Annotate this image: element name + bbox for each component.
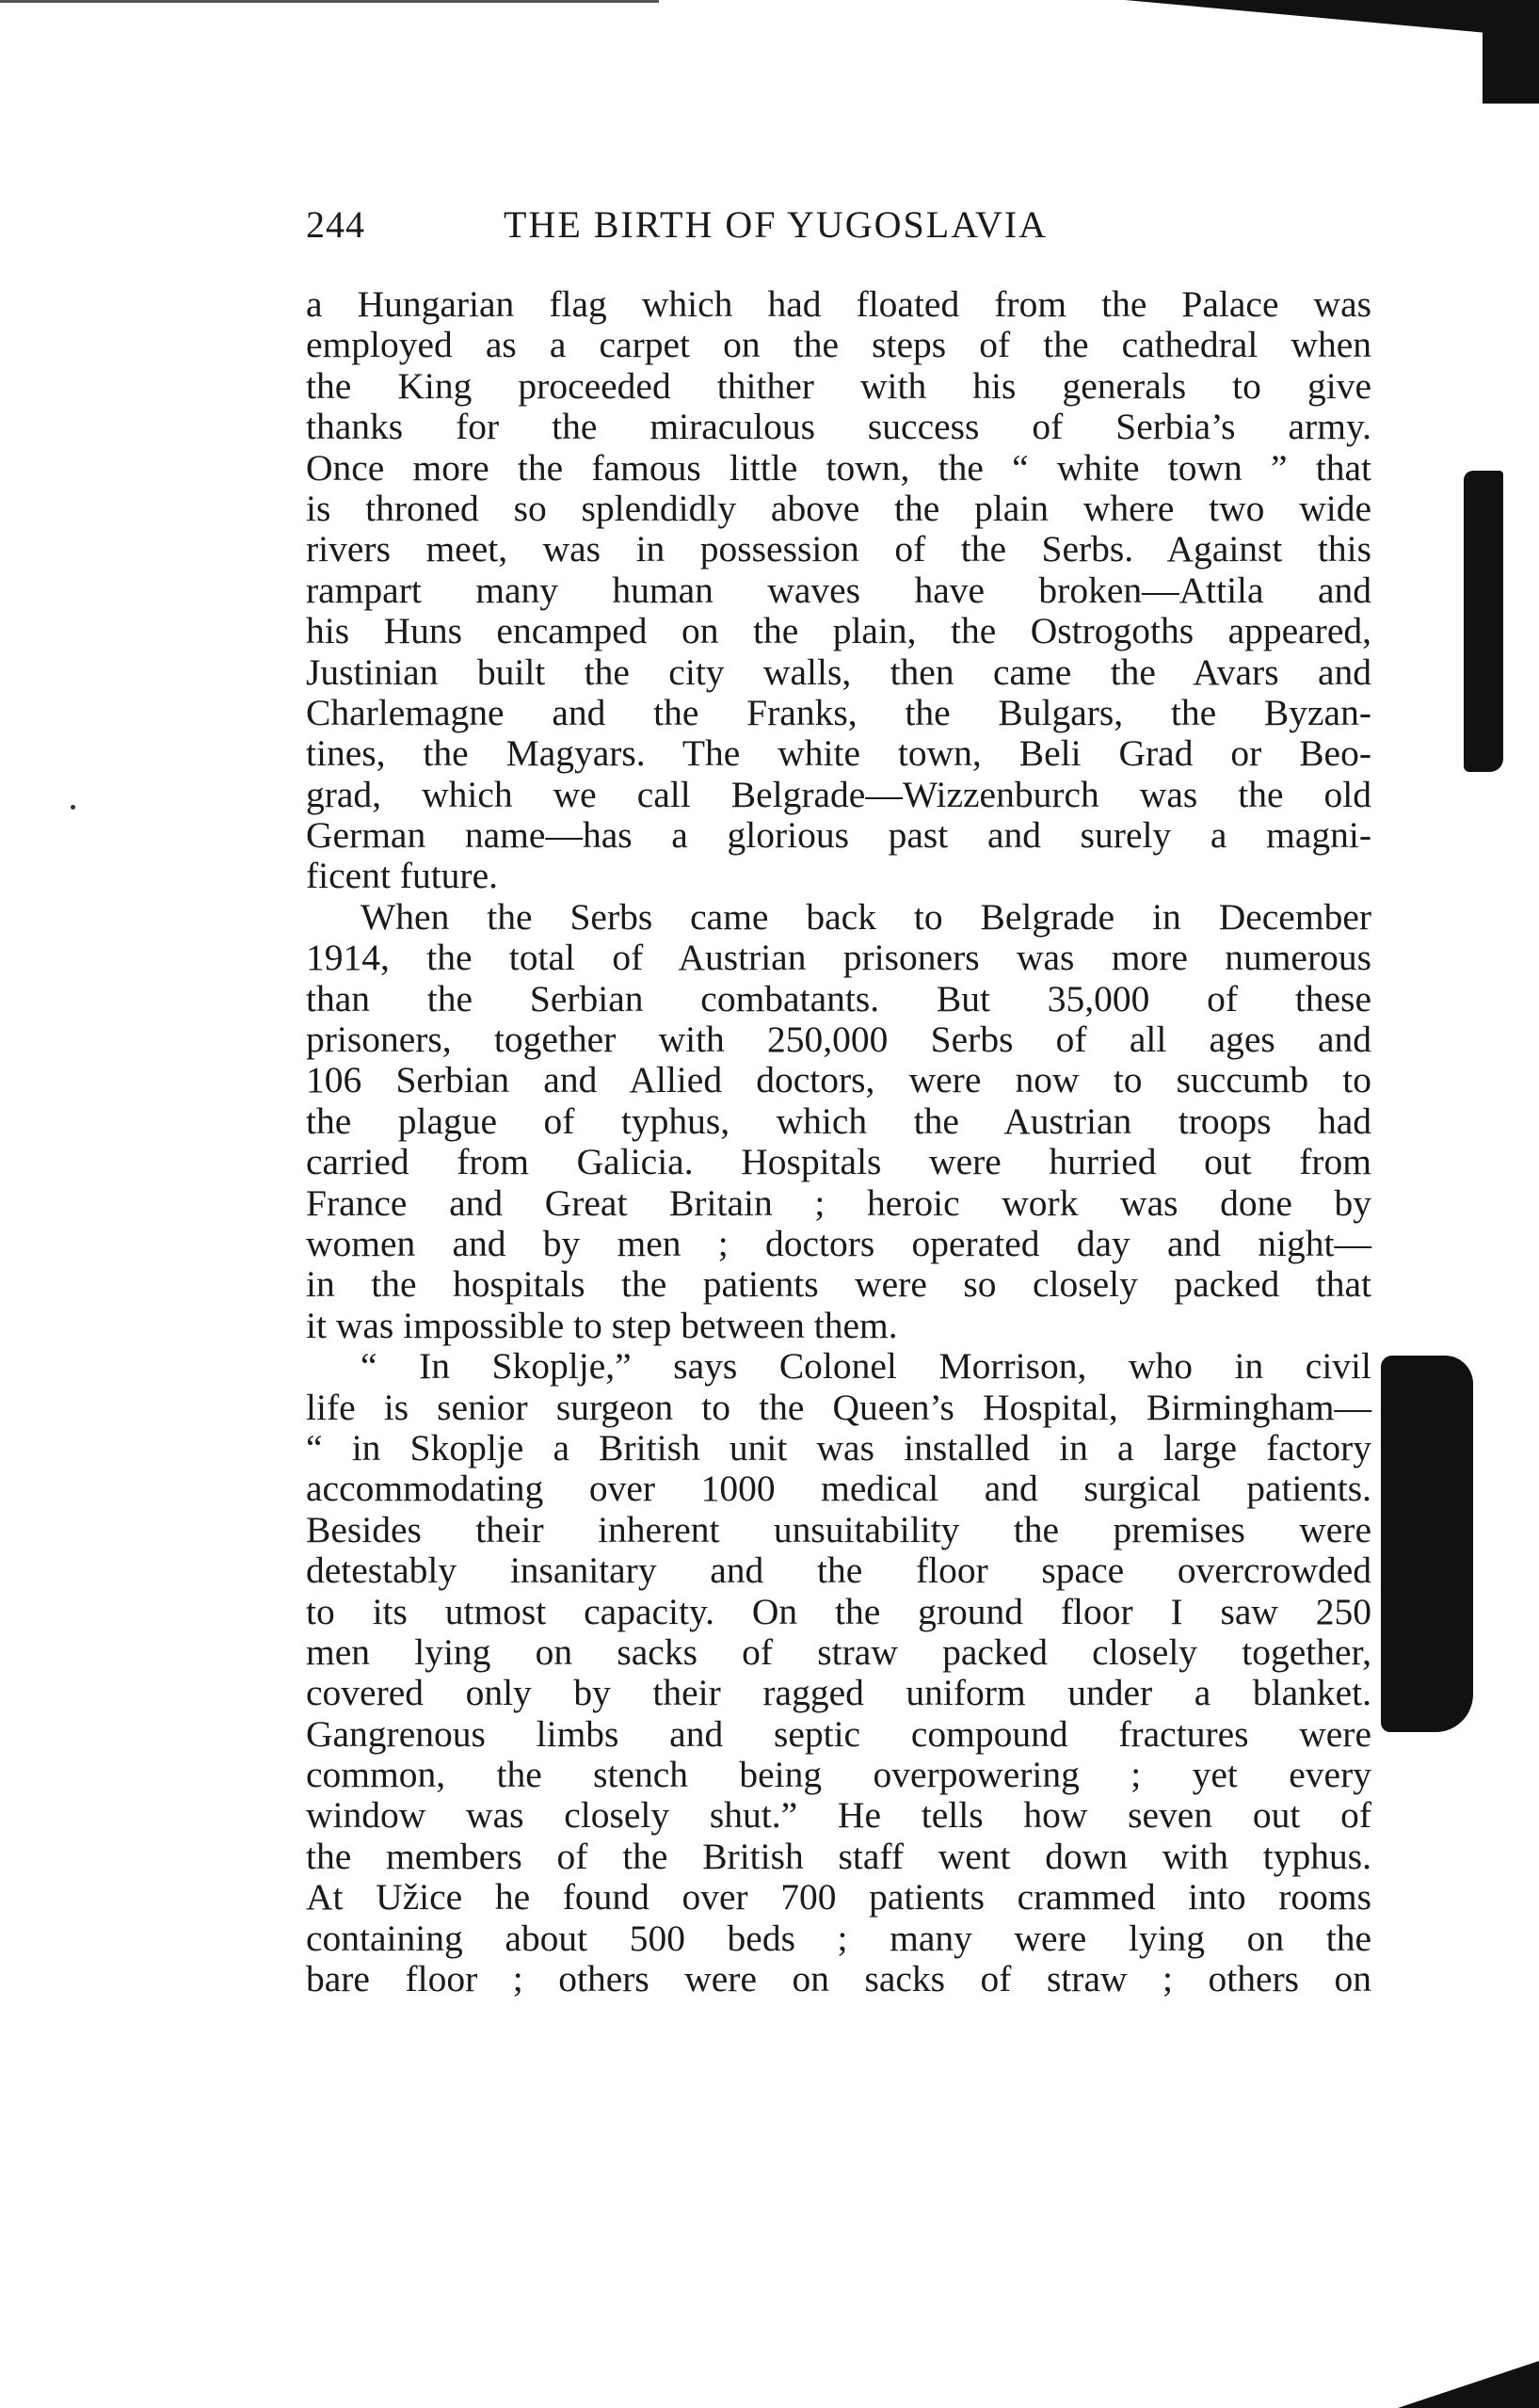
text-line: At Užice he found over 700 patients crammed into rooms — [306, 1876, 1371, 1918]
page-header — [306, 202, 1370, 259]
text-line: the members of the British staff went down with typhus. — [306, 1835, 1371, 1877]
text-line: 1914, the total of Austrian prisoners was more numerous — [306, 937, 1371, 979]
scan-speck — [71, 805, 75, 810]
text-line: common, the stench being overpowering ; yet every — [306, 1754, 1371, 1796]
text-line: to its utmost capacity. On the ground floor I saw 250 — [306, 1590, 1371, 1632]
text-line: thanks for the miraculous success of Serbia’s army. — [306, 406, 1371, 448]
text-line: than the Serbian combatants. But 35,000 of these — [306, 977, 1371, 1019]
text-line: life is senior surgeon to the Queen’s Hospital, Birmingham— — [306, 1386, 1371, 1428]
text-line: ficent future. — [306, 855, 498, 897]
scan-corner-shadow — [1398, 2361, 1539, 2408]
page-number: 244 — [306, 203, 365, 246]
text-line: in the hospitals the patients were so closely packed that — [306, 1263, 1371, 1306]
text-line: German name—has a glorious past and surely a magni- — [306, 814, 1371, 857]
text-line: grad, which we call Belgrade—Wizzenburch was the old — [306, 773, 1371, 815]
text-line: When the Serbs came back to Belgrade in December — [361, 895, 1371, 938]
text-line: 106 Serbian and Allied doctors, were now to succumb to — [306, 1059, 1371, 1101]
text-line: “ In Skoplje,” says Colonel Morrison, who in civil — [361, 1345, 1371, 1388]
text-line: it was impossible to step between them. — [306, 1304, 898, 1346]
text-line: is throned so splendidly above the plain where two wide — [306, 487, 1371, 529]
text-line: Charlemagne and the Franks, the Bulgars, the Byzan- — [306, 691, 1371, 733]
text-line: the King proceeded thither with his generals to give — [306, 364, 1371, 407]
scan-corner-shadow — [1483, 0, 1539, 104]
scan-margin-shadow — [1381, 1356, 1473, 1732]
text-line: his Huns encamped on the plain, the Ostrogoths appeared, — [306, 610, 1371, 652]
text-line: “ in Skoplje a British unit was installed in a large factory — [306, 1426, 1371, 1469]
text-line: rampart many human waves have broken—Attila and — [306, 569, 1371, 611]
text-line: window was closely shut.” He tells how seven out of — [306, 1794, 1371, 1837]
text-line: containing about 500 beds ; many were lying on the — [306, 1917, 1371, 1959]
text-line: Once more the famous little town, the “ white town ” that — [306, 446, 1371, 489]
text-line: covered only by their ragged uniform under a blanket. — [306, 1672, 1371, 1714]
text-line: bare floor ; others were on sacks of straw ; others on — [306, 1958, 1371, 2000]
running-title: THE BIRTH OF YUGOSLAVIA — [504, 203, 1049, 246]
text-line: men lying on sacks of straw packed closely together, — [306, 1630, 1371, 1673]
text-line: Gangrenous limbs and septic compound fractures were — [306, 1712, 1371, 1755]
text-line: women and by men ; doctors operated day and night— — [306, 1222, 1371, 1264]
scan-margin-shadow — [1464, 471, 1503, 772]
scan-corner-shadow — [1125, 0, 1539, 38]
text-line: employed as a carpet on the steps of the cathedral when — [306, 324, 1371, 366]
text-line: prisoners, together with 250,000 Serbs of all ages and — [306, 1019, 1371, 1061]
text-line: Besides their inherent unsuitability the premises were — [306, 1508, 1371, 1550]
scan-edge-artifact — [0, 0, 659, 3]
text-line: the plague of typhus, which the Austrian troops had — [306, 1100, 1371, 1142]
text-line: a Hungarian flag which had floated from the Palace was — [306, 283, 1371, 325]
text-line: rivers meet, was in possession of the Serbs. Against this — [306, 528, 1371, 570]
text-line: accommodating over 1000 medical and surgical patients. — [306, 1468, 1371, 1510]
text-line: carried from Galicia. Hospitals were hurried out from — [306, 1141, 1371, 1183]
text-line: France and Great Britain ; heroic work was done by — [306, 1181, 1371, 1224]
text-line: Justinian built the city walls, then came the Avars and — [306, 650, 1371, 693]
text-line: detestably insanitary and the floor space overcrowded — [306, 1549, 1371, 1592]
text-line: tines, the Magyars. The white town, Beli Grad or Beo- — [306, 732, 1371, 775]
body-text — [306, 284, 1371, 1999]
